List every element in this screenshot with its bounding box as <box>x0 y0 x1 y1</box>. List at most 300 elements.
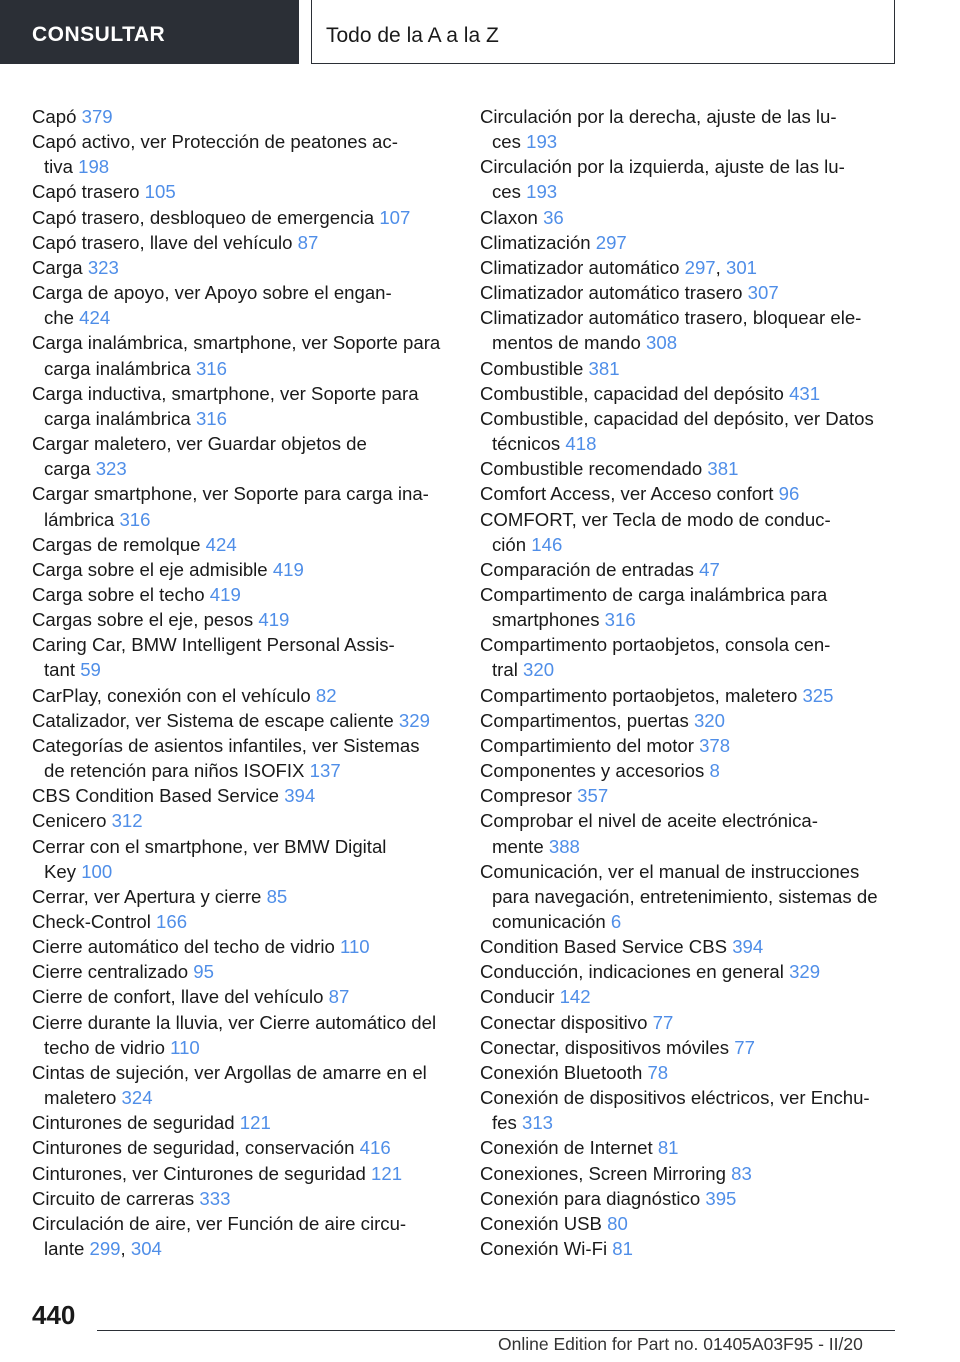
page-ref-link[interactable]: 100 <box>81 860 113 882</box>
page-ref-link[interactable]: 299 <box>89 1238 121 1260</box>
index-entry-text: Conexión USB <box>480 1212 602 1234</box>
index-entry <box>32 179 452 204</box>
page-ref-link[interactable]: 297 <box>595 231 627 253</box>
index-entry <box>32 934 452 959</box>
page-references <box>549 836 580 857</box>
page-ref-link[interactable]: 323 <box>87 256 119 278</box>
index-entry-text: mente <box>492 835 544 857</box>
page-references <box>96 458 127 479</box>
section-tab[interactable]: CONSULTAR <box>0 0 299 64</box>
index-entry-text: lámbrica <box>44 508 115 530</box>
index-entry-text: mentos de mando <box>492 332 641 354</box>
page-ref-link[interactable]: 316 <box>119 508 151 530</box>
page-ref-link[interactable]: 416 <box>359 1137 391 1159</box>
index-entry-text: Compartimento portaobjetos, maletero <box>480 684 798 706</box>
page-ref-link[interactable]: 419 <box>272 558 304 580</box>
page-ref-link[interactable]: 324 <box>121 1087 153 1109</box>
index-entry-text: Claxon <box>480 206 538 228</box>
index-entry-text: Cierre centralizado <box>32 961 189 983</box>
index-entry <box>32 582 452 607</box>
index-entry <box>32 1186 452 1211</box>
index-entry <box>480 381 900 406</box>
page-references <box>156 911 187 932</box>
index-entry-text: Carga inalámbrica, smartphone, ver Soporte para <box>32 332 441 354</box>
page-ref-link[interactable]: 329 <box>398 709 430 731</box>
index-entry-text: CarPlay, conexión con el vehículo <box>32 684 311 706</box>
page-ref-link[interactable]: 424 <box>205 533 237 555</box>
page-ref-link[interactable]: 47 <box>699 558 720 580</box>
page-references <box>267 886 288 907</box>
index-entry-text: techo de vidrio <box>44 1036 165 1058</box>
index-entry-text: Climatización <box>480 231 591 253</box>
page-ref-separator: , <box>715 256 726 278</box>
page-references <box>694 710 725 731</box>
page-ref-link[interactable]: 357 <box>577 785 609 807</box>
index-entry-text: Cierre de confort, llave del vehículo <box>32 986 324 1008</box>
page-references <box>685 257 757 278</box>
index-entry <box>480 1161 900 1186</box>
page-ref-link[interactable]: 297 <box>684 256 716 278</box>
index-entry-text: Conexiones, Screen Mirroring <box>480 1162 726 1184</box>
index-entry <box>480 1060 900 1085</box>
page-ref-link[interactable]: 59 <box>80 659 101 681</box>
index-column-right <box>480 104 900 1261</box>
index-entry-text: fes <box>492 1112 517 1134</box>
page-ref-link[interactable]: 316 <box>195 407 227 429</box>
page-references <box>647 1062 668 1083</box>
page-references <box>206 534 237 555</box>
page-references <box>119 509 150 530</box>
index-entry-text: Circulación por la izquierda, ajuste de las lu- <box>480 156 845 178</box>
index-entry-text: Circulación por la derecha, ajuste de las lu- <box>480 106 837 127</box>
index-entry-text: Combustible, capacidad del depósito <box>480 382 784 404</box>
index-entry <box>480 959 900 984</box>
page-ref-link[interactable]: 198 <box>78 156 110 178</box>
page-references <box>709 760 719 781</box>
index-entry <box>480 1211 900 1236</box>
index-entry <box>32 1211 452 1261</box>
index-entry-text: de retención para niños ISOFIX <box>44 760 305 782</box>
page-ref-link[interactable]: 81 <box>657 1137 679 1159</box>
page-ref-link[interactable]: 87 <box>328 986 350 1008</box>
index-entry <box>32 1060 452 1110</box>
page-references <box>789 383 820 404</box>
page-references <box>526 131 557 152</box>
index-entry-text: Categorías de asientos infantiles, ver Sistemas <box>32 734 420 756</box>
page-references <box>145 181 176 202</box>
index-entry <box>480 205 900 230</box>
index-entry-text: Combustible, capacidad del depósito, ver Datos <box>480 407 874 429</box>
index-entry-text: Comunicación, ver el manual de instrucciones <box>480 860 860 882</box>
page-references <box>560 986 591 1007</box>
page-references <box>734 1037 755 1058</box>
index-entry-text: Cierre durante la lluvia, ver Cierre automático del <box>32 1011 437 1033</box>
index-entry <box>32 557 452 582</box>
page-ref-link[interactable]: 381 <box>707 458 739 480</box>
index-entry <box>480 984 900 1009</box>
page-references <box>273 559 304 580</box>
index-entry-text: Cinturones de seguridad, conservación <box>32 1137 355 1159</box>
index-entry-text: Key <box>44 860 77 882</box>
index-entry <box>480 934 900 959</box>
index-entry-text: comunicación <box>492 911 606 932</box>
page-references <box>112 810 143 831</box>
index-entry <box>32 532 452 557</box>
index-entry-text: Compresor <box>480 785 572 807</box>
page-ref-link[interactable]: 87 <box>297 231 319 253</box>
page-references <box>565 433 596 454</box>
page-references <box>596 232 627 253</box>
page-references <box>81 861 112 882</box>
page-ref-link[interactable]: 96 <box>778 483 800 505</box>
page-ref-link[interactable]: 105 <box>144 181 176 203</box>
index-entry <box>480 1135 900 1160</box>
page-ref-link[interactable]: 82 <box>315 684 337 706</box>
index-entry <box>480 632 900 682</box>
page-ref-link[interactable]: 81 <box>612 1238 633 1260</box>
page-ref-link[interactable]: 424 <box>79 307 111 329</box>
page-references <box>258 609 289 630</box>
page-references <box>240 1112 271 1133</box>
index-entry-text: Cargar maletero, ver Guardar objetos de <box>32 433 367 455</box>
index-entry <box>32 129 452 179</box>
page-ref-link[interactable]: 137 <box>309 760 341 782</box>
page-references <box>605 609 636 630</box>
page-ref-link[interactable]: 333 <box>199 1187 231 1209</box>
index-entry-text: Cargar smartphone, ver Soporte para carga ina- <box>32 483 429 505</box>
index-entry-text: Cerrar con el smartphone, ver BMW Digital <box>32 835 387 857</box>
index-entry <box>480 808 900 858</box>
index-entry-text: Carga sobre el techo <box>32 583 205 605</box>
index-entry <box>32 834 452 884</box>
index-entry-text: Conexión de Internet <box>480 1137 653 1159</box>
page-ref-link[interactable]: 378 <box>699 734 731 756</box>
page-header <box>0 0 960 66</box>
index-entry <box>480 1010 900 1035</box>
page-references <box>705 1188 736 1209</box>
page-references <box>543 207 564 228</box>
page-references <box>523 659 554 680</box>
page-ref-link[interactable]: 320 <box>523 659 555 681</box>
page-references <box>607 1213 628 1234</box>
index-entry-text: Combustible <box>480 357 584 379</box>
page-references <box>196 358 227 379</box>
page-ref-link[interactable]: 308 <box>646 332 678 354</box>
index-entry <box>480 280 900 305</box>
index-entry <box>32 959 452 984</box>
page-ref-link[interactable]: 323 <box>95 458 127 480</box>
page-ref-link[interactable]: 107 <box>379 206 411 228</box>
index-entry-text: Climatizador automático trasero <box>480 282 743 304</box>
index-entry <box>32 1110 452 1135</box>
page-ref-link[interactable]: 388 <box>548 835 580 857</box>
page-references <box>522 1112 553 1133</box>
page-ref-link[interactable]: 80 <box>607 1212 628 1234</box>
index-entry-text: Cintas de sujeción, ver Argollas de amarre en el <box>32 1061 427 1083</box>
page-references <box>658 1137 679 1158</box>
page-references <box>589 358 620 379</box>
index-entry-text: Circulación de aire, ver Función de aire circu- <box>32 1212 407 1234</box>
index-entry <box>32 733 452 783</box>
index-entry-text: tral <box>492 659 518 681</box>
page-ref-link[interactable]: 85 <box>266 885 288 907</box>
index-entry <box>32 683 452 708</box>
page-references <box>196 408 227 429</box>
page-ref-link[interactable]: 381 <box>588 357 620 379</box>
index-entry <box>32 884 452 909</box>
page-ref-link[interactable]: 325 <box>802 684 834 706</box>
page-ref-link[interactable]: 307 <box>747 282 779 304</box>
page-ref-link[interactable]: 316 <box>604 609 636 631</box>
index-entry <box>32 230 452 255</box>
page-references <box>577 785 608 806</box>
page-ref-link[interactable]: 78 <box>647 1061 669 1083</box>
index-entry-text: ces <box>492 131 521 153</box>
page-references <box>371 1163 402 1184</box>
page-references <box>731 1163 752 1184</box>
page-references <box>646 332 677 353</box>
footer-divider <box>97 1330 895 1331</box>
index-entry <box>32 255 452 280</box>
page-references <box>310 760 341 781</box>
page-ref-link[interactable]: 142 <box>559 986 591 1008</box>
page-references <box>193 961 214 982</box>
page-references <box>779 483 800 504</box>
page-ref-link[interactable]: 395 <box>705 1187 737 1209</box>
page-references <box>329 986 350 1007</box>
page-ref-link[interactable]: 394 <box>284 785 316 807</box>
page-references <box>526 181 557 202</box>
page-references <box>531 534 562 555</box>
page-ref-link[interactable]: 329 <box>789 961 821 983</box>
page-ref-link[interactable]: 301 <box>726 256 758 278</box>
page-ref-link[interactable]: 166 <box>156 911 188 932</box>
index-entry-text: Capó trasero, llave del vehículo <box>32 231 293 253</box>
index-entry-text: Conducir <box>480 986 555 1008</box>
index-entry <box>32 330 452 380</box>
index-column-left <box>32 104 452 1261</box>
page-ref-link[interactable]: 313 <box>521 1112 554 1134</box>
page-ref-link[interactable]: 121 <box>371 1162 403 1184</box>
page-ref-link[interactable]: 6 <box>610 911 622 932</box>
index-entry-text: Compartimento portaobjetos, consola cen- <box>480 634 831 656</box>
index-entry-text: Cinturones, ver Cinturones de seguridad <box>32 1162 366 1184</box>
page-references <box>78 156 109 177</box>
index-entry <box>32 783 452 808</box>
index-entry-text: Conexión Wi-Fi <box>480 1238 608 1260</box>
page-references <box>316 685 337 706</box>
index-entry-text: Capó <box>32 106 77 127</box>
index-entry-text: Cerrar, ver Apertura y cierre <box>32 885 262 907</box>
index-entry-text: lante <box>44 1238 85 1260</box>
index-entry <box>32 632 452 682</box>
index-entry-text: carga <box>44 458 91 480</box>
index-entry-text: Compartimiento del motor <box>480 734 694 756</box>
index-entry-text: Catalizador, ver Sistema de escape caliente <box>32 709 394 731</box>
index-entry <box>480 758 900 783</box>
page-ref-link[interactable]: 110 <box>340 936 370 958</box>
index-entry <box>480 683 900 708</box>
index-entry <box>480 582 900 632</box>
edition-footer: Online Edition for Part no. 01405A03F95 - II/20 <box>498 1334 863 1354</box>
page-references <box>612 1238 633 1259</box>
page-ref-link[interactable]: 320 <box>693 709 725 731</box>
page-references <box>298 232 319 253</box>
page-ref-link[interactable]: 304 <box>130 1238 162 1260</box>
index-entry-text: Conexión Bluetooth <box>480 1061 643 1083</box>
index-entry-text: Conectar, dispositivos móviles <box>480 1036 730 1058</box>
chapter-title: Todo de la A a la Z <box>311 0 895 64</box>
index-entry-text: Conexión de dispositivos eléctricos, ver Enchu- <box>480 1087 870 1109</box>
page-ref-link[interactable]: 121 <box>239 1112 271 1134</box>
page-ref-link[interactable]: 418 <box>565 433 597 455</box>
index-entry-text: Capó activo, ver Protección de peatones ac- <box>32 131 398 153</box>
index-entry <box>480 104 900 154</box>
index-entry-text: Capó trasero <box>32 181 140 203</box>
page-references <box>199 1188 230 1209</box>
page-ref-link[interactable]: 36 <box>543 206 564 228</box>
index-entry <box>480 1085 900 1135</box>
page-ref-link[interactable]: 95 <box>193 961 214 983</box>
index-entry <box>32 104 452 129</box>
index-entry-text: carga inalámbrica <box>44 407 191 429</box>
index-entry <box>32 984 452 1009</box>
index-entry-text: tiva <box>44 156 73 178</box>
index-entry-text: ción <box>492 533 527 555</box>
index-entry-text: Compartimento de carga inalámbrica para <box>480 583 828 605</box>
page-references <box>122 1087 153 1108</box>
page-references <box>170 1037 200 1058</box>
page-ref-link[interactable]: 379 <box>81 106 113 127</box>
index-entry-text: Comparación de entradas <box>480 558 694 580</box>
page-ref-link[interactable]: 77 <box>652 1011 674 1033</box>
index-entry-text: Cinturones de seguridad <box>32 1112 235 1134</box>
index-entry-text: Cierre automático del techo de vidrio <box>32 936 335 958</box>
page-references <box>707 458 738 479</box>
page-references <box>340 936 370 957</box>
page-ref-link[interactable]: 419 <box>209 583 241 605</box>
index-entry <box>32 1010 452 1060</box>
index-entry <box>480 305 900 355</box>
page-references <box>82 106 113 127</box>
index-entry <box>480 406 900 456</box>
index-entry-text: COMFORT, ver Tecla de modo de conduc- <box>480 508 831 530</box>
index-entry <box>480 507 900 557</box>
index-entry <box>480 154 900 204</box>
page-ref-link[interactable]: 312 <box>111 810 143 832</box>
page-references <box>379 207 410 228</box>
page-references <box>284 785 315 806</box>
page-references <box>699 735 730 756</box>
index-entry <box>32 381 452 431</box>
page-references <box>732 936 763 957</box>
index-entry-text: Carga <box>32 256 83 278</box>
index-entry <box>480 255 900 280</box>
index-entry-text: Cargas sobre el eje, pesos <box>32 609 254 631</box>
index-entry-text: Conectar dispositivo <box>480 1011 648 1033</box>
page-ref-link[interactable]: 431 <box>789 382 821 404</box>
index-entry <box>480 481 900 506</box>
index-entry-text: Combustible recomendado <box>480 458 703 480</box>
index-entry-text: Circuito de carreras <box>32 1187 195 1209</box>
page-ref-link[interactable]: 83 <box>731 1162 752 1184</box>
index-entry <box>480 733 900 758</box>
index-entry <box>32 607 452 632</box>
page-ref-link[interactable]: 146 <box>531 533 563 555</box>
index-entry <box>480 859 900 934</box>
index-entry <box>32 909 452 934</box>
index-entry <box>480 708 900 733</box>
index-entry <box>480 557 900 582</box>
index-entry <box>480 356 900 381</box>
index-entry-text: Cargas de remolque <box>32 533 201 555</box>
index-entry-text: Compartimentos, puertas <box>480 709 689 731</box>
page-references <box>399 710 430 731</box>
index-entry-text: Climatizador automático <box>480 256 680 278</box>
index-entry <box>480 1186 900 1211</box>
index-entry-text: smartphones <box>492 609 600 631</box>
index-entry <box>480 456 900 481</box>
index-entry <box>32 1135 452 1160</box>
page-references <box>699 559 720 580</box>
index-entry <box>480 1236 900 1261</box>
page-ref-link[interactable]: 8 <box>709 760 720 782</box>
page-ref-link[interactable]: 193 <box>526 131 558 153</box>
index-entry-text: Caring Car, BMW Intelligent Personal Assis- <box>32 634 395 656</box>
page-ref-link[interactable]: 110 <box>170 1036 200 1058</box>
index-entry-text: Carga sobre el eje admisible <box>32 558 268 580</box>
index-entry-text: Carga inductiva, smartphone, ver Soporte para <box>32 382 419 404</box>
index-entry-text: Carga de apoyo, ver Apoyo sobre el engan- <box>32 282 392 304</box>
index-entry-text: maletero <box>44 1087 117 1109</box>
index-entry-text: che <box>44 307 74 329</box>
page-ref-link[interactable]: 77 <box>734 1036 755 1058</box>
index-entry-text: ces <box>492 181 521 203</box>
page-references <box>748 282 779 303</box>
page-references <box>789 961 820 982</box>
page-references <box>88 257 119 278</box>
index-entry-text: Climatizador automático trasero, bloquear ele- <box>480 307 862 329</box>
index-entry-text: Conducción, indicaciones en general <box>480 961 784 983</box>
index-entry <box>32 808 452 833</box>
index-entry <box>32 280 452 330</box>
page-number: 440 <box>32 1300 76 1330</box>
page-references <box>360 1137 391 1158</box>
index-entry-text: Comprobar el nivel de aceite electrónica- <box>480 810 818 832</box>
page-ref-link[interactable]: 419 <box>258 609 290 631</box>
index-entry <box>32 481 452 531</box>
index-entry-text: técnicos <box>492 433 561 455</box>
index-entry-text: Check-Control <box>32 911 151 932</box>
page-references <box>210 584 241 605</box>
index-entry-text: Cenicero <box>32 810 107 832</box>
page-references <box>611 911 621 932</box>
page-ref-link[interactable]: 316 <box>195 357 227 379</box>
index-entry-text: Condition Based Service CBS <box>480 936 728 958</box>
page-references <box>802 685 833 706</box>
page-ref-link[interactable]: 193 <box>526 181 558 203</box>
page-ref-separator: , <box>120 1238 131 1260</box>
index-entry-text: tant <box>44 659 76 681</box>
index-entry <box>480 1035 900 1060</box>
page-ref-link[interactable]: 394 <box>732 936 764 958</box>
index-entry <box>32 708 452 733</box>
index-entry-text: para navegación, entretenimiento, sistemas de <box>492 885 878 907</box>
index-entry-text: carga inalámbrica <box>44 357 191 379</box>
index-entry <box>480 230 900 255</box>
index-entry-text: CBS Condition Based Service <box>32 785 280 807</box>
index-entry-text: Comfort Access, ver Acceso confort <box>480 483 774 505</box>
